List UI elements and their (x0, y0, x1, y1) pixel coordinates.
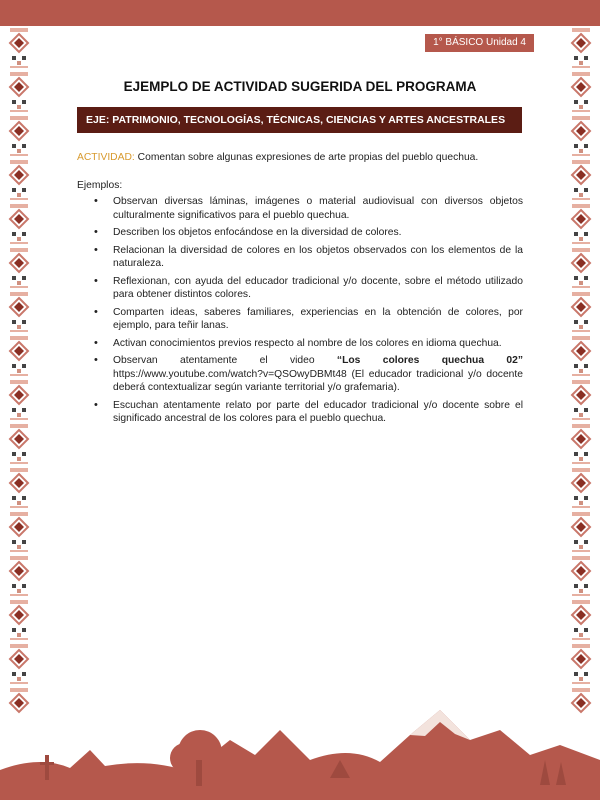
list-item: • Relacionan la diversidad de colores en los objetos observados con los elementos de la naturaleza. (77, 244, 523, 271)
andean-pattern-border (8, 26, 30, 716)
list-item: • Observan diversas láminas, imágenes o material audiovisual con diversos objetos culturalmente significativos para el pueblo quechua. (77, 195, 523, 222)
list-item-video (77, 354, 523, 395)
video-prefix: Observan atentamente el video (113, 355, 337, 366)
list-item: • Reflexionan, con ayuda del educador tradicional y/o docente, sobre el método utilizado para obtener distintos colores. (77, 275, 523, 302)
landscape-silhouette (0, 700, 600, 800)
activity-text: Comentan sobre algunas expresiones de arte propias del pueblo quechua. (134, 152, 479, 163)
video-url-note: https://www.youtube.com/watch?v=QSOwyDBMt48 (El educador tradicional y/o docente deberá contextualizar según variante territorial y/o grafemaria). (113, 368, 523, 393)
page-title: EJEMPLO DE ACTIVIDAD SUGERIDA DEL PROGRAMA (123, 79, 477, 94)
video-title: “Los colores quechua 02” (336, 355, 523, 366)
activity-body (77, 151, 523, 430)
list-item: • Activan conocimientos previos respecto al nombre de los colores en idioma quechua. (77, 337, 523, 351)
list-item: • Describen los objetos enfocándose en la diversidad de colores. (77, 226, 523, 240)
examples-label: Ejemplos: (77, 179, 123, 191)
andean-pattern-border (570, 26, 592, 716)
list-item: • Comparten ideas, saberes familiares, experiencias en la obtención de colores, por ejemplo, para teñir lanas. (77, 306, 523, 333)
activity-label: ACTIVIDAD: (77, 152, 135, 163)
list-item: • Escuchan atentamente relato por parte del educador tradicional y/o docente sobre el significado ancestral de los colores para el pueblo quechua. (77, 399, 523, 426)
examples-list (77, 195, 523, 426)
top-banner (0, 0, 600, 26)
activity-line (77, 151, 523, 165)
unit-badge: 1° BÁSICO Unidad 4 (425, 34, 534, 52)
eje-banner: EJE: PATRIMONIO, TECNOLOGÍAS, TÉCNICAS, CIENCIAS Y ARTES ANCESTRALES (77, 107, 522, 133)
